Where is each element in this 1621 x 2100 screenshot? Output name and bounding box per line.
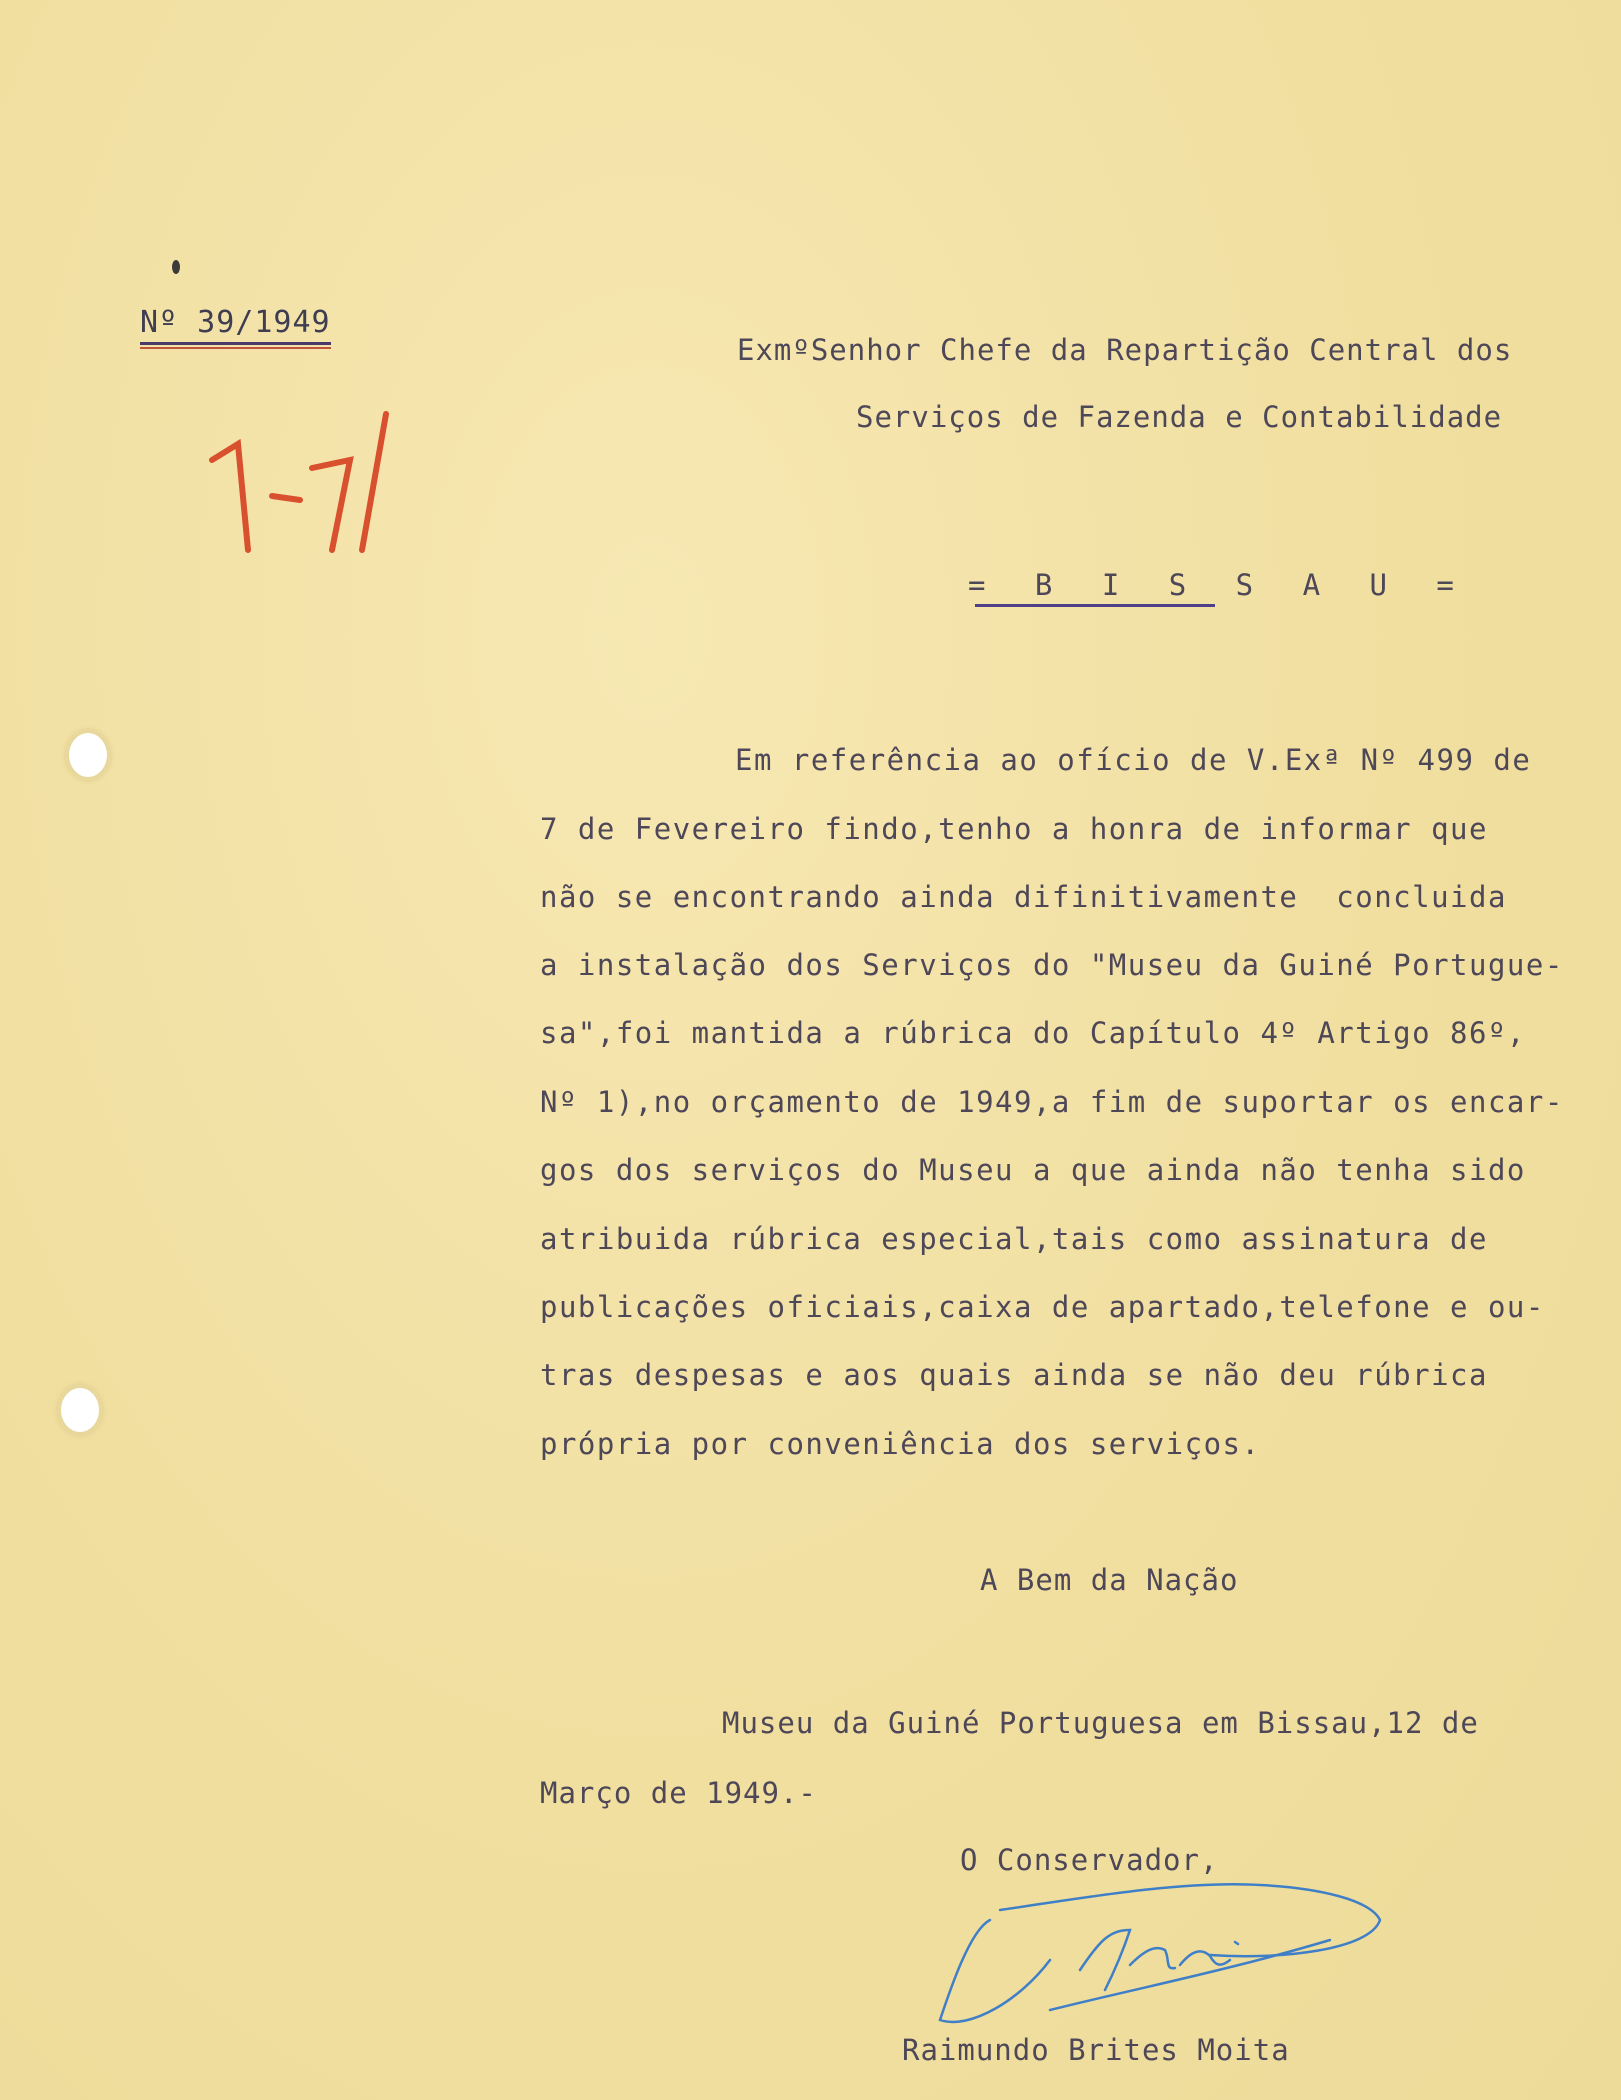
punch-hole — [58, 1385, 102, 1435]
body-line: tras despesas e aos quais ainda se não deu rúbrica — [540, 1358, 1488, 1392]
addressee-line-2: Serviços de Fazenda e Contabilidade — [856, 400, 1503, 434]
ink-dot — [172, 260, 180, 274]
body-line: Nº 1),no orçamento de 1949,a fim de suportar os encar- — [540, 1085, 1564, 1119]
body-line: Em referência ao ofício de V.Exª Nº 499 de — [735, 743, 1532, 777]
body-line: 7 de Fevereiro findo,tenho a honra de informar que — [540, 812, 1488, 846]
city-underline — [975, 604, 1215, 607]
body-line: própria por conveniência dos serviços. — [540, 1427, 1261, 1461]
body-line: gos dos serviços do Museu a que ainda não tenha sido — [540, 1153, 1526, 1187]
punch-hole — [66, 730, 110, 780]
body-line: atribuida rúbrica especial,tais como assinatura de — [540, 1222, 1488, 1256]
body-line: publicações oficiais,caixa de apartado,telefone e ou- — [540, 1290, 1545, 1324]
signatory-name: Raimundo Brites Moita — [902, 2033, 1290, 2067]
reference-number: Nº 39/1949 — [140, 305, 331, 345]
body-line: não se encontrando ainda difinitivamente concluida — [540, 880, 1507, 914]
place-date-line-1: Museu da Guiné Portuguesa em Bissau,12 de — [722, 1706, 1479, 1740]
addressee-line-1: ExmºSenhor Chefe da Repartição Central dos — [737, 333, 1513, 367]
body-line: a instalação dos Serviços do "Museu da Guiné Portugue- — [540, 948, 1564, 982]
signatory-title: O Conservador, — [960, 1843, 1219, 1877]
city-heading: = B I S S A U = — [968, 568, 1470, 602]
closing-salutation: A Bem da Nação — [980, 1563, 1239, 1597]
place-date-line-2: Março de 1949.- — [540, 1776, 817, 1810]
signature — [930, 1870, 1410, 2040]
handwritten-note — [200, 400, 400, 580]
body-line: sa",foi mantida a rúbrica do Capítulo 4º Artigo 86º, — [540, 1016, 1526, 1050]
